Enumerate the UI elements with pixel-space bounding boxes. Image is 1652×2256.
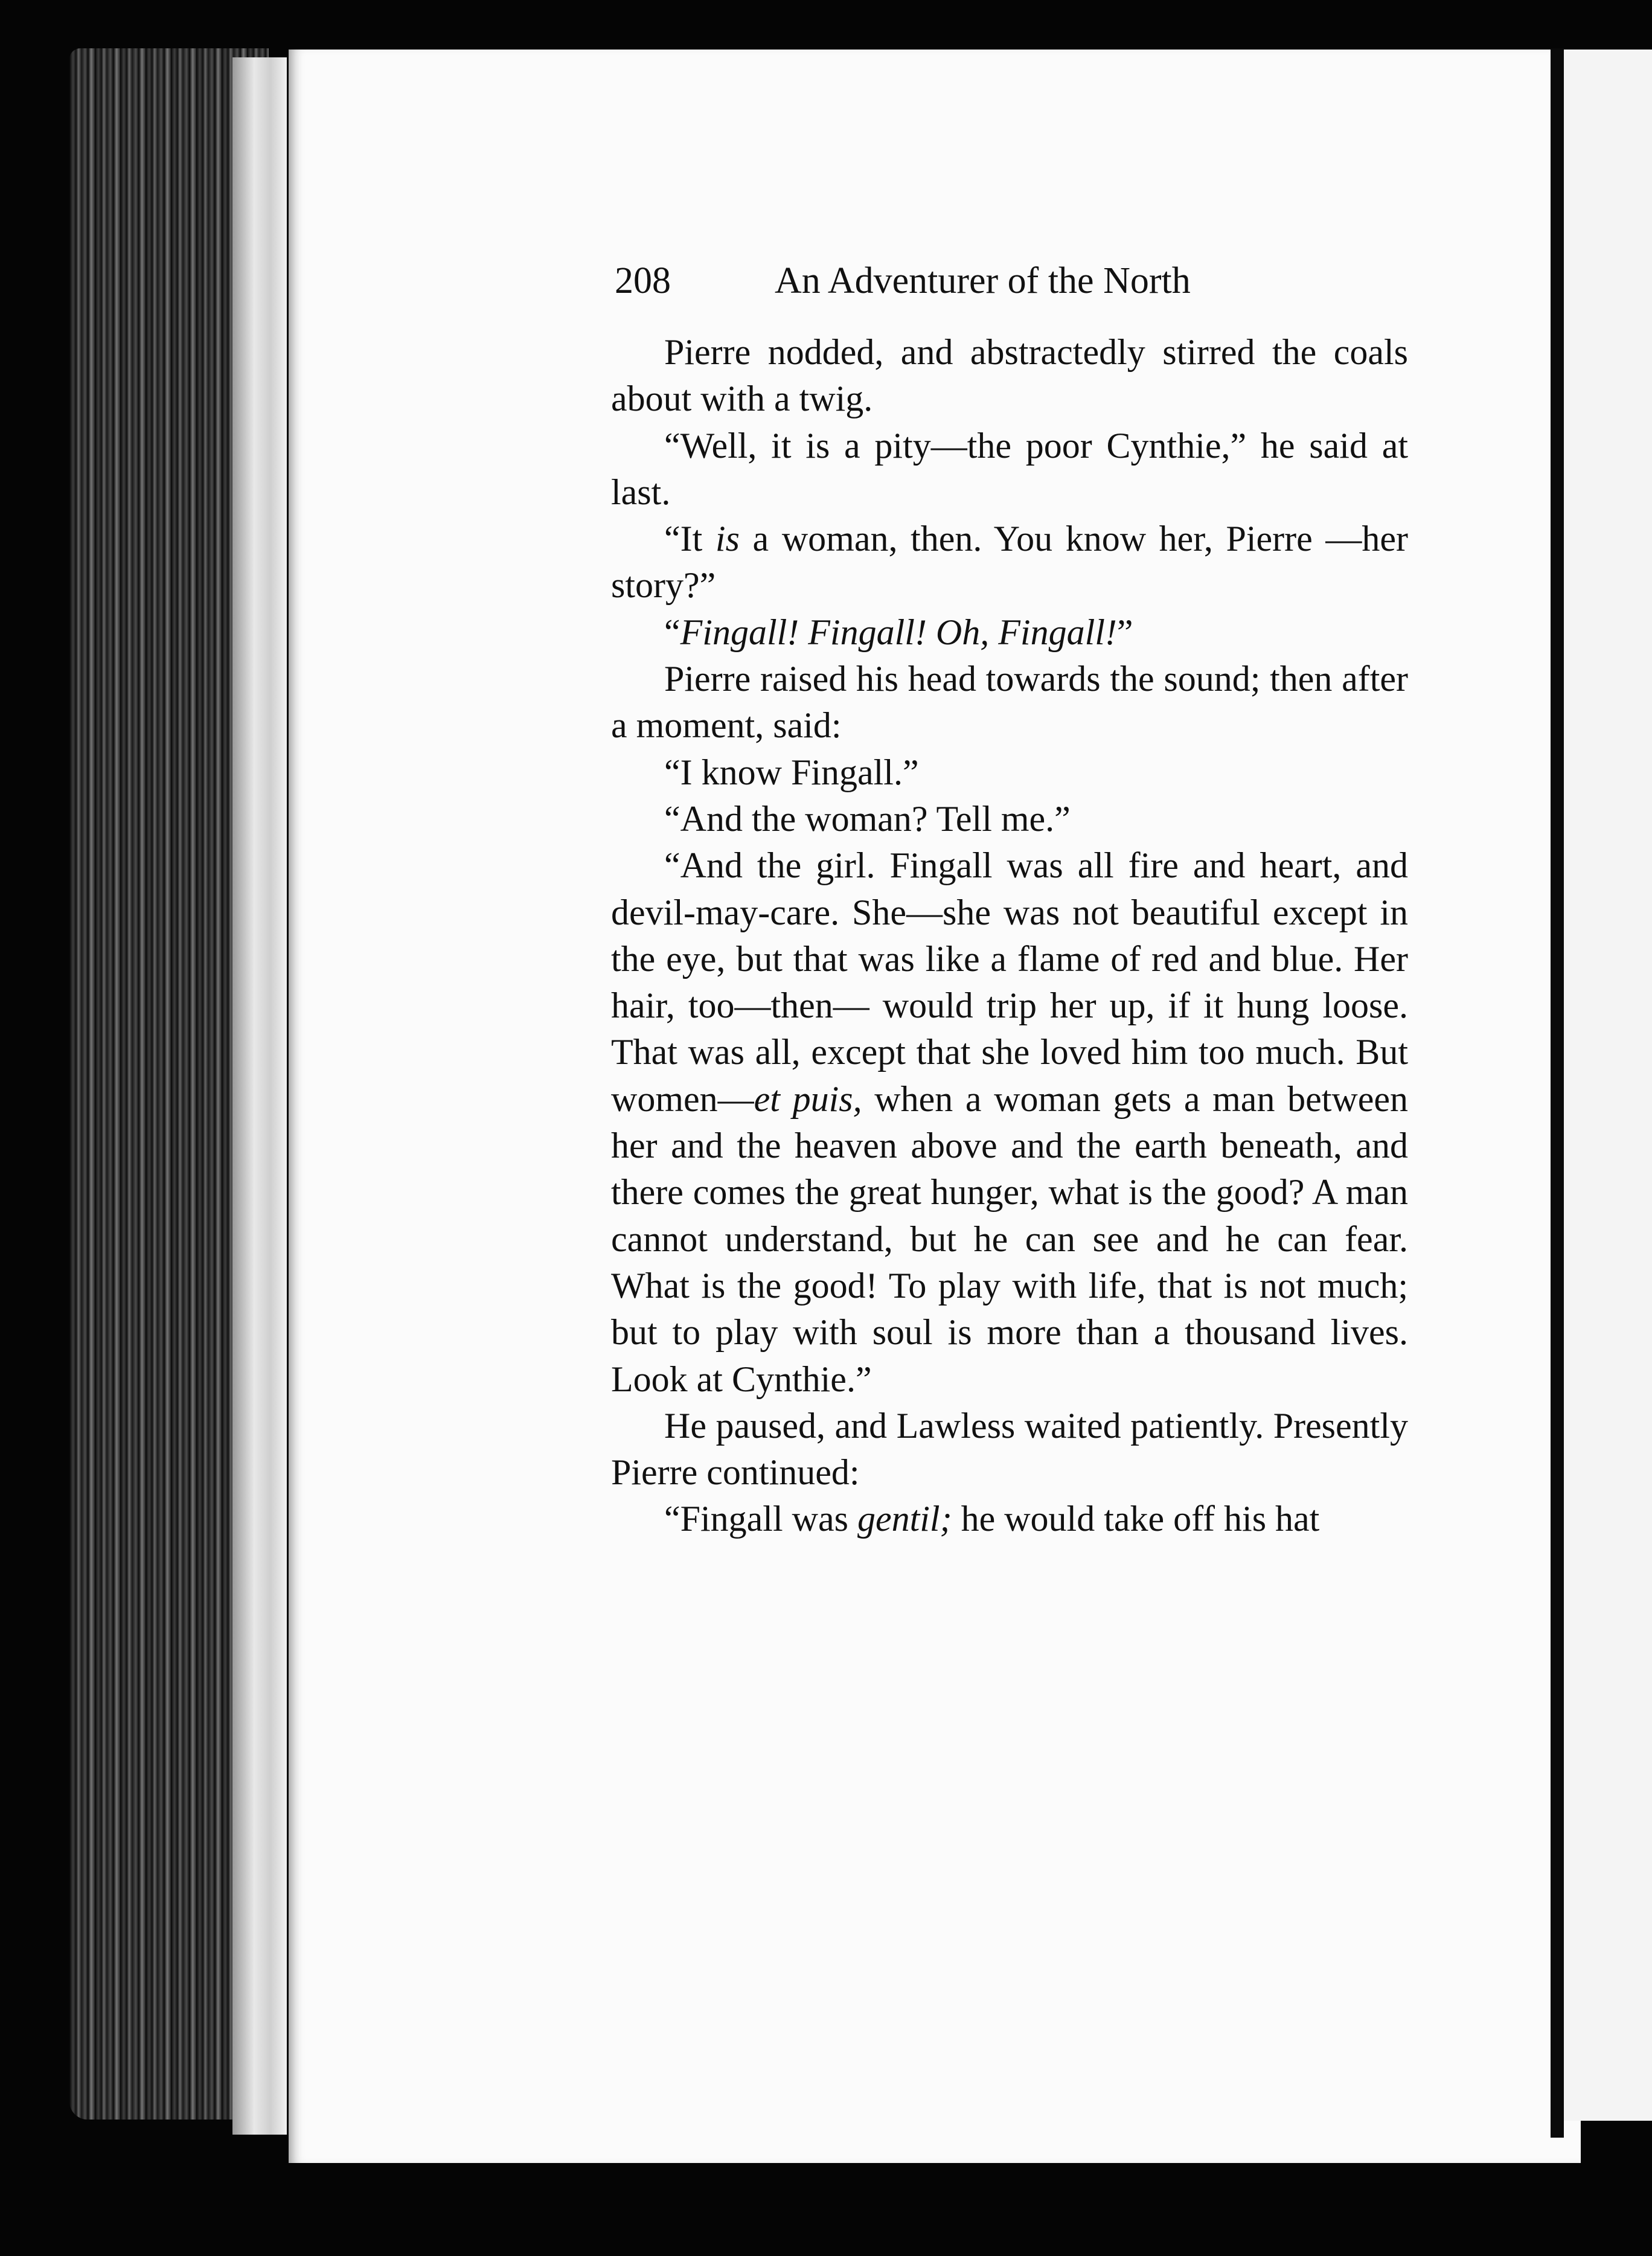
body-text [611, 329, 1408, 1543]
paragraph [611, 1403, 1408, 1496]
paragraph-text: a woman, then. You know her, Pierre —her story?” [611, 519, 1408, 606]
paragraph-text: Pierre raised his head towards the sound; then after a moment, said: [611, 659, 1408, 746]
paragraph [611, 1496, 1408, 1542]
paragraph-text: “And the girl. Fingall was all fire and heart, and devil-may-care. She—she was not beautiful except in the eye, but that was like a flame of red and blue. Her hair, too—then— would trip her up, if it hung loose. That was all, except that she loved him too much. But women— [611, 845, 1408, 1119]
page-edge-highlight [232, 57, 287, 2135]
italic-text: et puis, [754, 1078, 862, 1119]
paragraph-text: “And the woman? Tell me.” [664, 798, 1071, 839]
paragraph-text: he would take off his hat [952, 1499, 1320, 1539]
paragraph-text: “Well, it is a pity—the poor Cynthie,” he said at last. [611, 425, 1408, 512]
facing-page-edge [1564, 50, 1652, 2121]
paragraph-text: Pierre nodded, and abstractedly stirred the coals about with a twig. [611, 332, 1408, 419]
paragraph [611, 749, 1408, 796]
page-header [615, 260, 1255, 314]
paragraph-text: “It [664, 519, 716, 559]
paragraph [611, 329, 1408, 423]
paragraph-text: ” [1116, 612, 1133, 652]
page-number: 208 [615, 260, 671, 301]
paragraph [611, 516, 1408, 609]
paragraph [611, 796, 1408, 842]
facing-page-gutter [1551, 48, 1564, 2138]
paragraph-text: “I know Fingall.” [664, 752, 919, 792]
paragraph [611, 656, 1408, 749]
italic-text: is [715, 519, 740, 559]
paragraph-text: He paused, and Lawless waited patiently. Presently Pierre continued: [611, 1405, 1408, 1493]
paragraph-text: “Fingall was [664, 1499, 857, 1539]
italic-text: gentil; [857, 1499, 952, 1539]
paragraph [611, 423, 1408, 516]
paragraph-text: “ [664, 612, 680, 652]
running-title: An Adventurer of the North [775, 260, 1191, 301]
italic-text: Fingall! Fingall! Oh, Fingall! [680, 612, 1117, 652]
paragraph [611, 842, 1408, 1403]
paragraph [611, 609, 1408, 656]
paragraph-text: when a woman gets a man between her and the heaven above and the earth beneath, and there comes the great hunger, what is the good? A man cannot understand, but he can see and he can fear. What is the good! To play with life, that is not much; but to play with soul is more than a thousand lives. Look at Cynthie.” [611, 1078, 1408, 1399]
